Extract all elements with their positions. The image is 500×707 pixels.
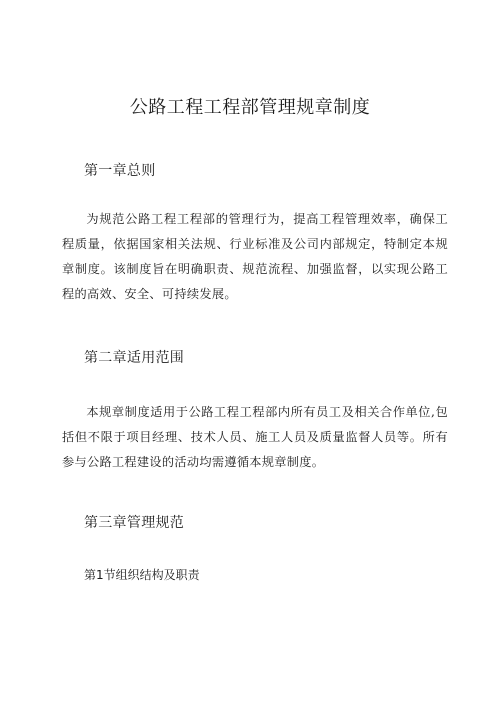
chapter-1-paragraph: 为规范公路工程工程部的管理行为，提高工程管理效率，确保工程质量，依据国家相关法规、行业标准及公司内部规定，特制定本规章制度。该制度旨在明确职责、规范流程、加强监督，以实现公路工程的高效、安全、可持续发展。 (62, 212, 448, 301)
chapter-1-heading: 第一章总则 (84, 163, 156, 179)
section-1-heading: 第1节组织结构及职责 (84, 568, 200, 582)
chapter-3-heading: 第三章管理规范 (84, 515, 185, 531)
chapter-2-heading: 第二章适用范围 (84, 350, 185, 366)
document-title: 公路工程工程部管理规章制度 (129, 97, 371, 118)
chapter-2-paragraph: 本规章制度适用于公路工程工程部内所有员工及相关合作单位,包括但不限于项目经理、技术人员、施工人员及质量监督人员等。所有参与公路工程建设的活动均需遵循本规章制度。 (62, 405, 448, 469)
